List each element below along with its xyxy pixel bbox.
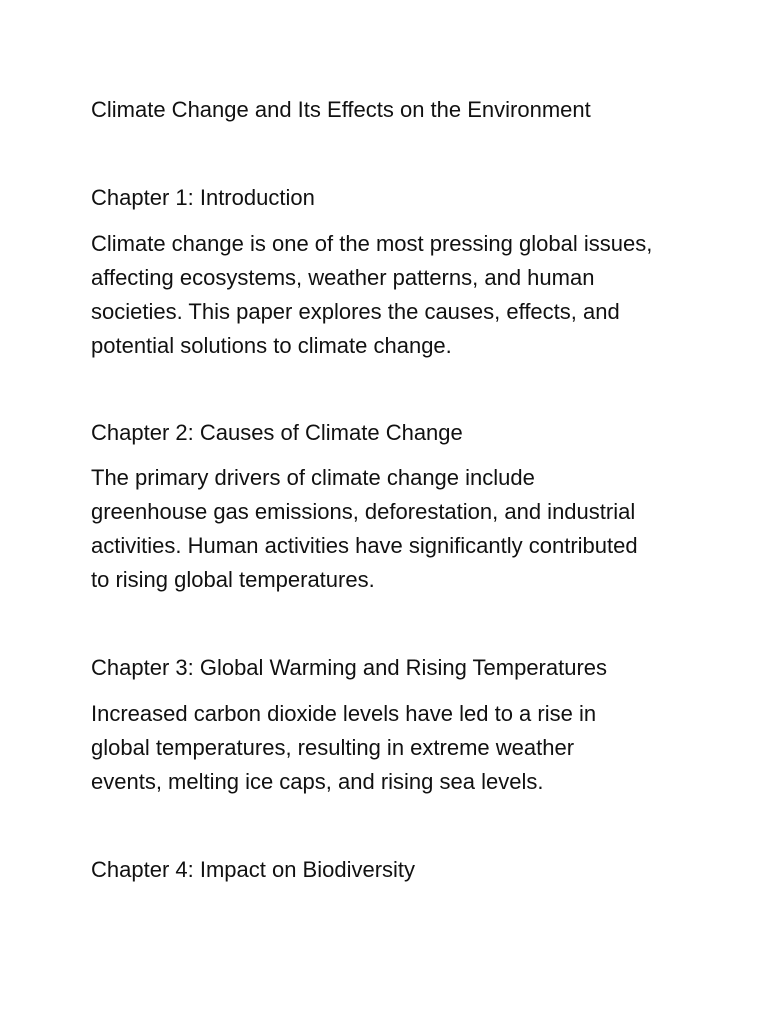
chapter-2-line-3: activities. Human activities have significantly contributed: [91, 533, 638, 558]
chapter-2-line-1: The primary drivers of climate change include: [91, 465, 535, 490]
chapter-4-heading: Chapter 4: Impact on Biodiversity: [91, 857, 416, 882]
chapter-1-heading: Chapter 1: Introduction: [91, 185, 315, 210]
chapter-1-line-3: societies. This paper explores the causes, effects, and: [91, 299, 620, 324]
chapter-2-body: [91, 461, 681, 597]
chapter-3-line-2: global temperatures, resulting in extreme weather: [91, 735, 575, 760]
chapter-3-line-1: Increased carbon dioxide levels have led to a rise in: [91, 701, 597, 726]
chapter-3-line-3: events, melting ice caps, and rising sea levels.: [91, 769, 544, 794]
chapter-1-body: [91, 227, 681, 363]
chapter-3-heading: Chapter 3: Global Warming and Rising Temperatures: [91, 655, 608, 680]
chapter-1-line-1: Climate change is one of the most pressing global issues,: [91, 231, 653, 256]
chapter-3-body: [91, 697, 681, 799]
document-title: Climate Change and Its Effects on the Environment: [91, 97, 591, 122]
chapter-2-heading: Chapter 2: Causes of Climate Change: [91, 420, 463, 445]
chapter-2-line-4: to rising global temperatures.: [91, 567, 375, 592]
chapter-2-line-2: greenhouse gas emissions, deforestation, and industrial: [91, 499, 636, 524]
chapter-1-line-4: potential solutions to climate change.: [91, 333, 452, 358]
chapter-1-line-2: affecting ecosystems, weather patterns, and human: [91, 265, 595, 290]
